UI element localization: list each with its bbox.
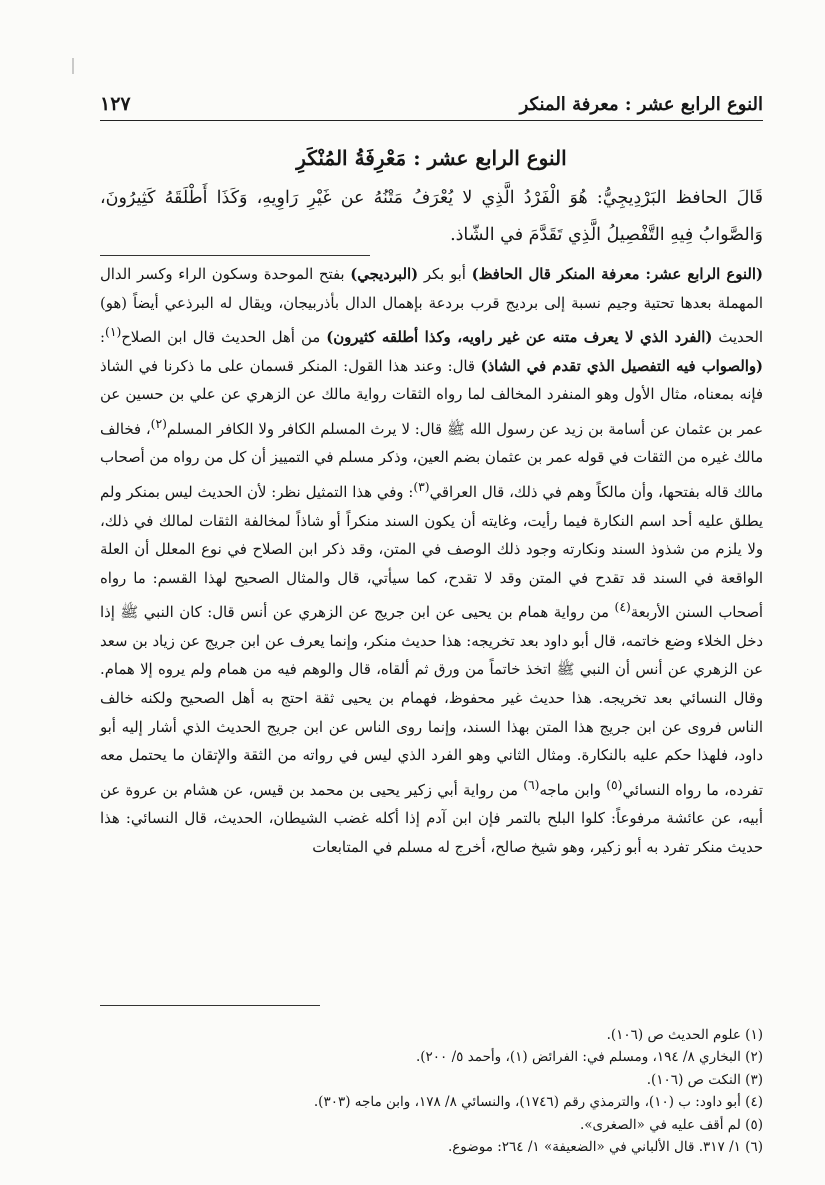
commentary-bold: (والصواب فيه التفصيل الذي تقدم في الشاذ) xyxy=(480,357,763,375)
commentary-span: من أهل الحديث قال ابن الصلاح xyxy=(121,329,327,347)
matn-text: قَالَ الحافظ البَرْدِيجِيُّ: هُوَ الْفَرْدُ الَّذِي لا يُعْرَفُ مَتْنُهُ عن غَيْرِ رَاوِيهِ، وَكَذَا أَطْلَقَهُ كَثِيرُونَ، وَالصَّوابُ فِيهِ التَّفْصِيلُ الَّذِي تَقَدَّمَ في الشّاذ. xyxy=(100,188,763,245)
footnote-1: (١) علوم الحديث ص (١٠٦). xyxy=(606,1027,763,1043)
footnote-6: (٦) ١/ ٣١٧. قال الألباني في «الضعيفة» ١/ ٢٦٤: موضوع. xyxy=(447,1139,763,1156)
commentary-bold: (النوع الرابع عشر: معرفة المنكر قال الحافظ) xyxy=(471,266,763,283)
commentary-span: من رواية همام بن يحيى عن ابن جريج عن الزهري عن أنس قال: كان النبي ﷺ إذا دخل الخلاء وضع خاتمه، قال أبو داود بعد تخريجه: هذا حديث منكر، وإنما يعرف عن ابن جريج عن زياد بن سعد عن الزهري عن أنس أن النبي ﷺ اتخذ خاتماً من ورق ثم ألقاه، قال والوهم فيه من همام ولم يروه إلا همام. وقال النسائي بعد تخريجه. هذا حديث غير محفوظ، فهمام بن يحيى ثقة احتج به أهل الصحيح ولكنه خالف الناس فروى عن ابن جريج هذا المتن بهذا السند، وإنما روى الناس عن ابن جريج الحديث الذي أشار إليه أبو داود، فلهذا حكم عليه بالنكارة. ومثال الثاني وهو الفرد الذي ليس في رواته من الثقة والإتقان ما يحتمل معه تفرده، ما رواه النسائي xyxy=(100,604,763,799)
footnote-5: (٥) لم أقف عليه في «الصغرى». xyxy=(580,1116,763,1133)
footnote-ref[interactable]: (٣) xyxy=(413,480,430,494)
commentary-span: بفتح الموحدة وسكون الراء وكسر الدال المهملة بعدها تحتية وجيم نسبة إلى برديج قرب بردعة بإهمال الدال بأذربيجان، ويقال له البرذعي أيضاً (هو) الحديث xyxy=(100,266,763,347)
footnote-4: (٤) أبو داود: ب (١٠)، والترمذي رقم (١٧٤٦)، والنسائي ٨/ ١٧٨، وابن ماجه (٣٠٣). xyxy=(313,1094,763,1111)
footnote-ref[interactable]: (٤) xyxy=(614,600,631,615)
commentary-text xyxy=(100,261,763,862)
footnotes xyxy=(100,1024,763,1158)
commentary-span: : xyxy=(100,329,105,347)
commentary-span: ، فخالف مالك غيره من الثقات في قوله عمر بن عثمان بضم العين، وذكر مسلم في التمييز أن كل من رواه من أصحاب مالك قاله بفتحها، وأن مالكاً وهم في ذلك، قال العراقي xyxy=(100,420,763,501)
commentary-bold: (البرديجي) xyxy=(350,266,419,283)
commentary-bold: (الفرد الذي لا يعرف متنه عن غير راويه، وكذا أطلقه كثيرون) xyxy=(326,329,713,347)
footnote-ref[interactable]: (٦) xyxy=(523,777,540,792)
footnote-separator xyxy=(100,1005,320,1006)
footnote-ref[interactable]: (٢) xyxy=(150,416,167,431)
commentary-span: وابن ماجه xyxy=(539,781,607,799)
commentary-span: أبو بكر xyxy=(418,266,472,283)
footnote-ref[interactable]: (١) xyxy=(105,325,122,340)
footnote-2: (٢) البخاري ٨/ ١٩٤، ومسلم في: الفرائض (١)، وأحمد ٥/ ٢٠٠). xyxy=(415,1049,763,1066)
footnote-3: (٣) النكت ص (١٠٦). xyxy=(646,1071,763,1088)
footnote-ref[interactable]: (٥) xyxy=(606,777,623,792)
commentary-span: قال: وعند هذا القول: المنكر قسمان على ما ذكرنا في الشاذ فإنه بمعناه، مثال الأول وهو المنفرد المخالف لما رواه الثقات رواية مالك عن الزهري عن علي بن حسين عن عمر بن عثمان عن أسامة بن زيد عن رسول الله ﷺ قال: لا يرث المسلم الكافر ولا الكافر المسلم xyxy=(100,357,763,438)
matn-separator xyxy=(100,255,370,256)
commentary-span: من رواية أبي زكير يحيى بن محمد بن قيس، عن هشام بن عروة عن أبيه، عن عائشة مرفوعاً: كلوا البلح بالتمر فإن ابن آدم إذا أكله غضب الشيطان، الحديث، قال النسائي: هذا حديث منكر تفرد به أبو زكير، وهو شيخ صالح، أخرج له مسلم في المتابعات xyxy=(100,781,763,856)
page-number: ١٢٧ xyxy=(100,93,131,115)
running-title: النوع الرابع عشر : معرفة المنكر xyxy=(519,94,763,115)
chapter-title: النوع الرابع عشر : مَعْرِفَةُ المُنْكَرِ xyxy=(296,146,567,170)
scan-mark xyxy=(72,58,74,74)
commentary-span: : وفي هذا التمثيل نظر: لأن الحديث ليس بمنكر ولم يطلق عليه أحد اسم النكارة فيما رأيت، وغايته أن يكون السند منكراً أو شاذاً لمخالفة الثقات لمالك في ذلك، ولا يلزم من شذوذ السند ونكارته وجود ذلك الوصف في المتن، وقد ذكر ابن الصلاح في نوع المعلل أن العلة الواقعة في السند قد تقدح في المتن وقد لا تقدح، كما سيأتي، قال والمثال الصحيح لهذا القسم: ما رواه أصحاب السنن الأربعة xyxy=(100,483,763,622)
running-header xyxy=(100,88,763,121)
